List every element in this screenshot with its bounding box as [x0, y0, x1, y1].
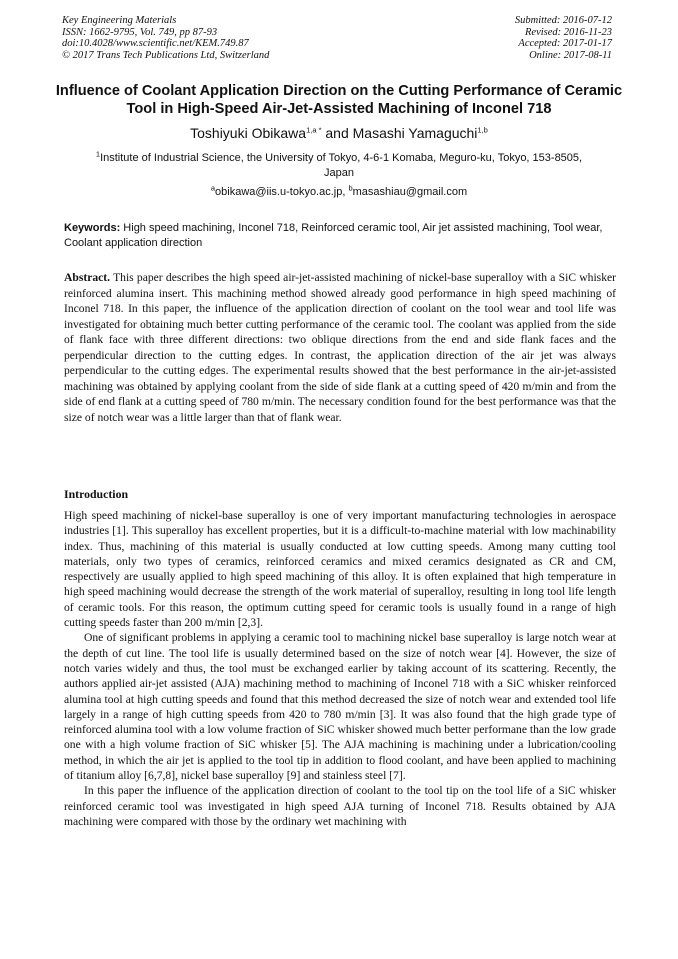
abstract-label: Abstract. — [64, 271, 111, 284]
email-a-marker: a — [210, 183, 216, 193]
author-line — [40, 124, 638, 142]
introduction-body — [64, 508, 616, 829]
keywords — [64, 221, 616, 251]
keywords-text: High speed machining, Inconel 718, Reinforced ceramic tool, Air jet assisted machining, Tool wear, Coolant application direction — [64, 222, 603, 249]
author-2: Masashi Yamaguchi — [352, 125, 478, 141]
accepted-date: Accepted: 2017-01-17 — [518, 38, 612, 50]
email-a: obikawa@iis.u-tokyo.ac.jp, — [215, 186, 349, 198]
online-date: Online: 2017-08-11 — [529, 49, 612, 61]
author-2-affil: 1,b — [477, 125, 488, 135]
doi-line: doi:10.4028/www.scientific.net/KEM.749.87 — [62, 38, 249, 50]
email-b-marker: b — [348, 183, 353, 193]
introduction-heading: Introduction — [64, 487, 129, 501]
affiliation-text: Institute of Industrial Science, the University of Tokyo, 4-6-1 Komaba, Meguro-ku, Tokyo, 153-8505, Japan — [100, 152, 583, 179]
revised-date: Revised: 2016-11-23 — [525, 26, 612, 38]
paper-title: Influence of Coolant Application Direction on the Cutting Performance of Ceramic Tool in High-Speed Air-Jet-Assisted Machining of Inconel 718 — [55, 83, 623, 117]
intro-paragraph: High speed machining of nickel-base superalloy is one of very important manufacturing technologies in aerospace industries [1]. This superalloy has excellent properties, but it is a difficult-to-machine material with low machinability index. Thus, machining of this material is usually conducted at low cutting speeds. Among many cutting tool materials, only two types of ceramics, reinforced ceramics and mixed ceramics designated as CR and CM, respectively are usually applied to high speed machining of this alloy. It is often explained that high temperature in high speed machining would decrease the strength of the work material of superalloy, resulting in long tool life length of ceramic tools. For this reason, the optimum cutting speed for ceramic tools is usually found in a range of high cutting speeds faster than 200 m/min [2,3]. — [64, 509, 616, 630]
journal-header — [62, 15, 269, 61]
email-b: masashiau@gmail.com — [352, 186, 468, 198]
author-1-affil: 1,a * — [306, 125, 322, 135]
author-connector: and — [321, 125, 353, 141]
intro-paragraph: In this paper the influence of the application direction of coolant to the tool tip on the tool life of a SiC whisker reinforced ceramic tool was investigated in high speed AJA turning of Inconel 718. Results obtained by AJA machining were compared with those by the ordinary wet machining with — [64, 784, 616, 828]
journal-name: Key Engineering Materials — [62, 15, 177, 26]
dates-header — [515, 15, 612, 61]
abstract — [64, 270, 616, 425]
affiliation-marker: 1 — [95, 149, 101, 159]
abstract-text: This paper describes the high speed air-jet-assisted machining of nickel-base superalloy with a SiC whisker reinforced alumina insert. This machining method showed already good performance in high speed machining of Inconel 718. In this paper, the influence of the application direction of coolant on the tool wear and tool life was investigated for obtaining much better cutting performance of the ceramic tool. The coolant was applied from the side of flank face with three different directions: two oblique directions from the end and side flank faces and the perpendicular direction to the cutting edges. In contrast, the application direction of the air jet was always perpendicular to the cutting edges. The experimental results showed that the best performance in the air-jet-assisted machining was obtained by applying coolant from the side of side flank at a cutting speed of 420 m/min and from the side of end flank at a cutting speed of 780 m/min. The necessary condition found for the best performance was that the size of notch wear was a little larger than that of flank wear. — [64, 271, 616, 424]
issn-line: ISSN: 1662-9795, Vol. 749, pp 87-93 — [62, 26, 218, 38]
submitted-date: Submitted: 2016-07-12 — [514, 15, 612, 26]
email-line — [40, 185, 638, 200]
affiliation — [90, 151, 588, 181]
copyright-line: © 2017 Trans Tech Publications Ltd, Switzerland — [62, 49, 270, 61]
intro-paragraph: One of significant problems in applying a ceramic tool to machining nickel base superalloy is large notch wear at the depth of cut line. The tool life is usually determined based on the size of notch wear [4]. However, the size of notch varies widely and thus, the tool must be exchanged earlier by taking account of its scattering. Recently, the authors applied air-jet assisted (AJA) machining method to machining of Inconel 718 with a SiC whisker reinforced alumina tool at high cutting speeds and found that this method decreased the size of notch wear and extended tool life largely in a range of high cutting speeds from 420 to 780 m/min [3]. It was also found that the high grade type of reinforced alumina tool with a low volume fraction of SiC whisker showed much better performane than the low grade one with a high volume fraction of SiC whisker [5]. The AJA machining is machining under a lubrication/cooling method, in which the air jet is applied to the tool tip in addition to flood coolant, and have been applied to machining of titanium alloy [6,7,8], nickel base superalloy [9] and stainless steel [7]. — [64, 631, 616, 783]
keywords-label: Keywords: — [64, 222, 121, 234]
author-1: Toshiyuki Obikawa — [190, 125, 307, 141]
